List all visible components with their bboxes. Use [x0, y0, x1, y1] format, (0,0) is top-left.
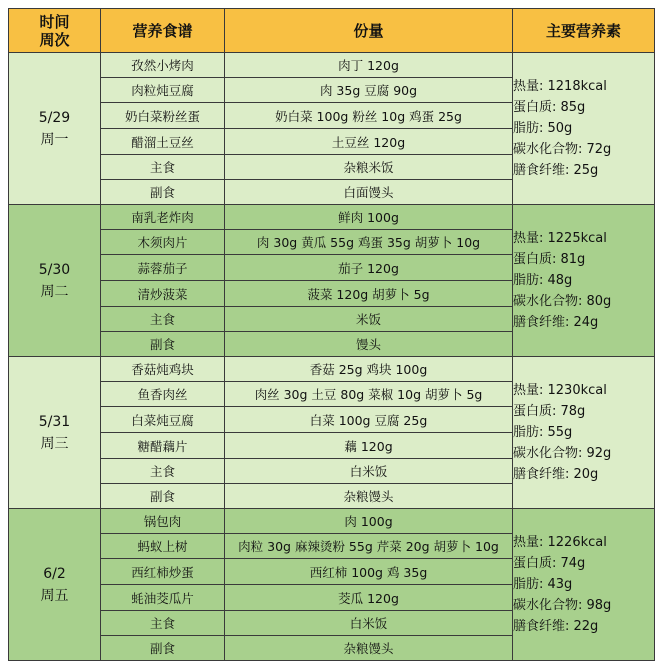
dish-name: 主食 — [101, 155, 225, 180]
dish-name: 蚝油茭瓜片 — [101, 585, 225, 611]
day-date: 6/2 — [43, 565, 66, 582]
day-weekday: 周二 — [40, 283, 69, 300]
dish-name: 主食 — [101, 459, 225, 484]
dish-portion: 肉丁 120g — [225, 53, 513, 78]
header-time-week — [9, 9, 101, 53]
nutrient-line: 脂肪: 50g — [513, 121, 573, 136]
nutrient-line: 碳水化合物: 72g — [513, 142, 612, 157]
dish-portion: 肉 35g 豆腐 90g — [225, 78, 513, 103]
menu-row — [9, 357, 655, 382]
weekly-menu-table — [8, 8, 655, 661]
day-cell — [9, 357, 101, 509]
dish-name: 主食 — [101, 307, 225, 332]
dish-portion: 肉 100g — [225, 509, 513, 534]
dish-name: 香菇炖鸡块 — [101, 357, 225, 382]
dish-name: 鱼香肉丝 — [101, 382, 225, 407]
dish-name: 孜然小烤肉 — [101, 53, 225, 78]
dish-name: 糖醋藕片 — [101, 433, 225, 459]
nutrient-line: 膳食纤维: 20g — [513, 467, 599, 482]
menu-body — [9, 53, 655, 661]
day-date: 5/31 — [38, 413, 71, 430]
dish-portion: 肉粒 30g 麻辣烫粉 55g 芹菜 20g 胡萝卜 10g — [225, 534, 513, 559]
nutrient-line: 膳食纤维: 24g — [513, 315, 599, 330]
dish-portion: 土豆丝 120g — [225, 129, 513, 155]
day-cell — [9, 205, 101, 357]
nutrients-cell — [513, 205, 655, 357]
nutrient-line: 脂肪: 43g — [513, 577, 573, 592]
dish-portion: 米饭 — [225, 307, 513, 332]
dish-name: 清炒菠菜 — [101, 281, 225, 307]
nutrients-cell — [513, 53, 655, 205]
header-time-label: 时间 — [39, 12, 70, 31]
day-date: 5/30 — [38, 261, 71, 278]
dish-name: 副食 — [101, 332, 225, 357]
nutrient-line: 膳食纤维: 25g — [513, 163, 599, 178]
dish-name: 西红柿炒蛋 — [101, 559, 225, 585]
dish-portion: 菠菜 120g 胡萝卜 5g — [225, 281, 513, 307]
day-cell — [9, 509, 101, 661]
header-nutrients: 主要营养素 — [513, 9, 655, 53]
day-weekday: 周五 — [40, 587, 69, 604]
header-row — [9, 9, 655, 53]
nutrient-line: 热量: 1218kcal — [513, 79, 607, 94]
dish-name: 锅包肉 — [101, 509, 225, 534]
header-recipe: 营养食谱 — [101, 9, 225, 53]
dish-portion: 香菇 25g 鸡块 100g — [225, 357, 513, 382]
dish-portion: 白米饭 — [225, 611, 513, 636]
dish-portion: 白菜 100g 豆腐 25g — [225, 407, 513, 433]
menu-row — [9, 53, 655, 78]
dish-portion: 奶白菜 100g 粉丝 10g 鸡蛋 25g — [225, 103, 513, 129]
nutrient-line: 碳水化合物: 92g — [513, 446, 612, 461]
header-week-label: 周次 — [39, 30, 70, 49]
dish-portion: 茭瓜 120g — [225, 585, 513, 611]
nutrient-line: 膳食纤维: 22g — [513, 619, 599, 634]
dish-name: 副食 — [101, 636, 225, 661]
dish-name: 主食 — [101, 611, 225, 636]
dish-name: 副食 — [101, 484, 225, 509]
dish-portion: 西红柿 100g 鸡 35g — [225, 559, 513, 585]
dish-portion: 馒头 — [225, 332, 513, 357]
nutrient-line: 碳水化合物: 98g — [513, 598, 612, 613]
dish-portion: 杂粮馒头 — [225, 484, 513, 509]
nutrients-cell — [513, 357, 655, 509]
dish-portion: 肉丝 30g 土豆 80g 菜椒 10g 胡萝卜 5g — [225, 382, 513, 407]
day-weekday: 周一 — [40, 131, 69, 148]
nutrient-line: 蛋白质: 78g — [513, 404, 586, 419]
nutrients-cell — [513, 509, 655, 661]
dish-name: 木须肉片 — [101, 230, 225, 255]
dish-name: 蒜蓉茄子 — [101, 255, 225, 281]
day-weekday: 周三 — [40, 435, 69, 452]
dish-name: 蚂蚁上树 — [101, 534, 225, 559]
nutrient-line: 蛋白质: 81g — [513, 252, 586, 267]
nutrient-line: 脂肪: 48g — [513, 273, 573, 288]
dish-portion: 肉 30g 黄瓜 55g 鸡蛋 35g 胡萝卜 10g — [225, 230, 513, 255]
dish-name: 奶白菜粉丝蛋 — [101, 103, 225, 129]
day-date: 5/29 — [38, 109, 71, 126]
dish-portion: 白米饭 — [225, 459, 513, 484]
dish-portion: 藕 120g — [225, 433, 513, 459]
nutrient-line: 脂肪: 55g — [513, 425, 573, 440]
dish-portion: 杂粮米饭 — [225, 155, 513, 180]
nutrient-line: 热量: 1226kcal — [513, 535, 607, 550]
nutrient-line: 热量: 1225kcal — [513, 231, 607, 246]
nutrient-line: 蛋白质: 74g — [513, 556, 586, 571]
nutrient-line: 热量: 1230kcal — [513, 383, 607, 398]
dish-portion: 茄子 120g — [225, 255, 513, 281]
header-portion: 份量 — [225, 9, 513, 53]
dish-name: 副食 — [101, 180, 225, 205]
day-cell — [9, 53, 101, 205]
dish-portion: 鲜肉 100g — [225, 205, 513, 230]
dish-portion: 杂粮馒头 — [225, 636, 513, 661]
dish-name: 醋溜土豆丝 — [101, 129, 225, 155]
dish-portion: 白面馒头 — [225, 180, 513, 205]
dish-name: 肉粒炖豆腐 — [101, 78, 225, 103]
dish-name: 南乳老炸肉 — [101, 205, 225, 230]
dish-name: 白菜炖豆腐 — [101, 407, 225, 433]
menu-row — [9, 509, 655, 534]
nutrient-line: 碳水化合物: 80g — [513, 294, 612, 309]
menu-row — [9, 205, 655, 230]
nutrient-line: 蛋白质: 85g — [513, 100, 586, 115]
